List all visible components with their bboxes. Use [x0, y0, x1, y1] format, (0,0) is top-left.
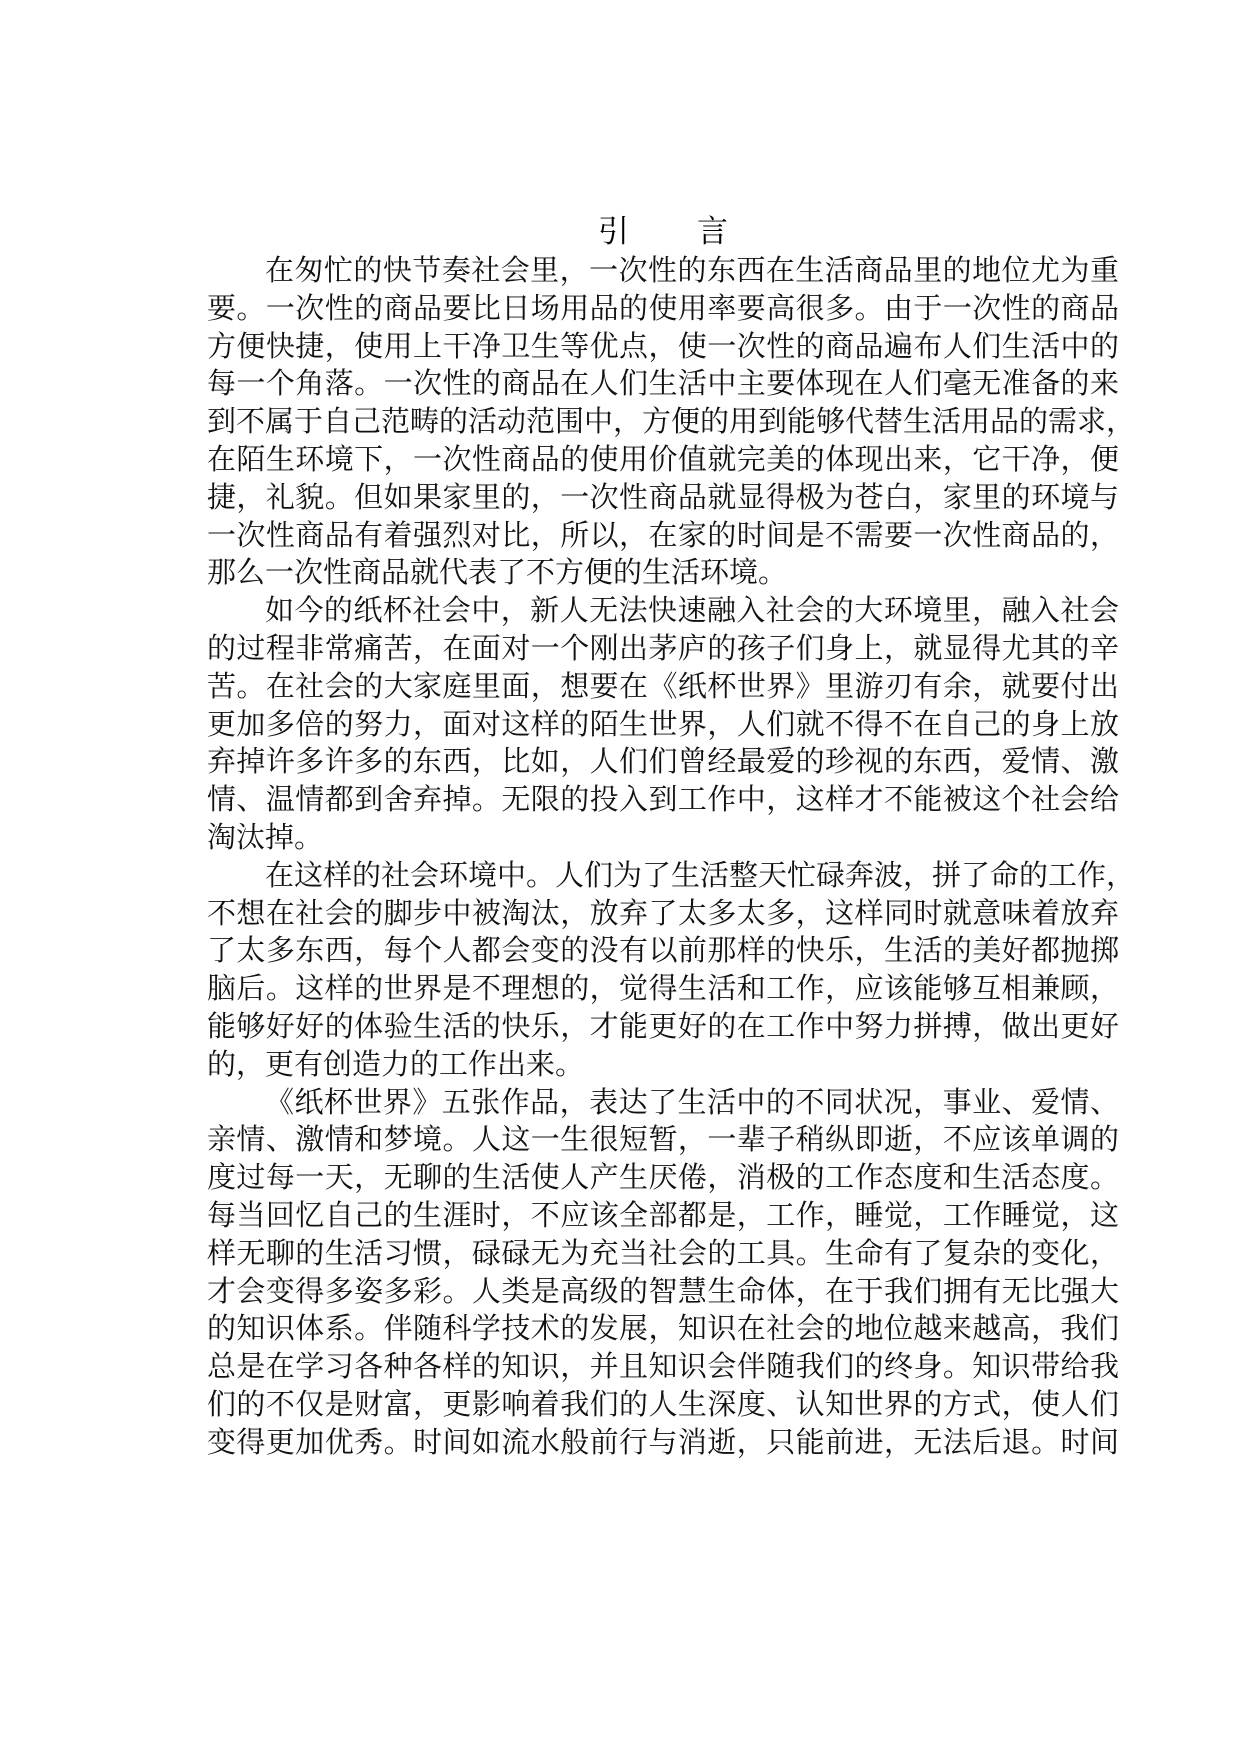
text-line: 《纸杯世界》五张作品，表达了生活中的不同状况，事业、爱情、	[265, 1084, 1119, 1119]
text-line: 方便快捷，使用上干净卫生等优点，使一次性的商品遍布人们生活中的	[207, 328, 1119, 363]
text-line: 才会变得多姿多彩。人类是高级的智慧生命体，在于我们拥有无比强大	[207, 1273, 1119, 1308]
text-line: 在这样的社会环境中。人们为了生活整天忙碌奔波，拼了命的工作，	[265, 857, 1136, 892]
text-line: 每当回忆自己的生涯时，不应该全部都是，工作，睡觉，工作睡觉，这	[207, 1197, 1119, 1232]
text-line: 情、温情都到舍弃掉。无限的投入到工作中，这样才不能被这个社会给	[207, 782, 1119, 817]
text-line: 了太多东西，每个人都会变的没有以前那样的快乐，生活的美好都抛掷	[207, 933, 1119, 968]
text-line: 淘汰掉。	[207, 819, 324, 854]
text-line: 不想在社会的脚步中被淘汰，放弃了太多太多，这样同时就意味着放弃	[207, 895, 1119, 930]
text-line: 总是在学习各种各样的知识，并且知识会伴随我们的终身。知识带给我	[207, 1349, 1119, 1384]
text-line: 捷，礼貌。但如果家里的，一次性商品就显得极为苍白，家里的环境与	[207, 479, 1119, 514]
text-line: 更加多倍的努力，面对这样的陌生世界，人们就不得不在自己的身上放	[207, 706, 1119, 741]
title-char: 引	[598, 214, 629, 250]
text-line: 变得更加优秀。时间如流水般前行与消逝，只能前进，无法后退。时间	[207, 1424, 1119, 1459]
text-line: 的知识体系。伴随科学技术的发展，知识在社会的地位越来越高，我们	[207, 1311, 1119, 1346]
text-line: 亲情、激情和梦境。人这一生很短暂，一辈子稍纵即逝，不应该单调的	[207, 1122, 1119, 1157]
paragraph	[207, 252, 1136, 592]
text-line: 每一个角落。一次性的商品在人们生活中主要体现在人们毫无准备的来	[207, 366, 1119, 401]
title-char: 言	[697, 214, 728, 250]
text-line: 在陌生环境下，一次性商品的使用价值就完美的体现出来，它干净，便	[207, 441, 1119, 476]
text-line: 的，更有创造力的工作出来。	[207, 1046, 585, 1081]
document-page	[207, 212, 1136, 1462]
text-line: 在匆忙的快节奏社会里，一次性的东西在生活商品里的地位尤为重	[265, 253, 1119, 287]
text-line: 一次性商品有着强烈对比，所以，在家的时间是不需要一次性商品的，	[207, 517, 1119, 552]
text-line: 如今的纸杯社会中，新人无法快速融入社会的大环境里，融入社会	[265, 593, 1119, 628]
paragraph	[207, 857, 1136, 1084]
section-title	[207, 212, 1119, 252]
text-line: 样无聊的生活习惯，碌碌无为充当社会的工具。生命有了复杂的变化，	[207, 1235, 1119, 1270]
text-line: 到不属于自己范畴的活动范围中，方便的用到能够代替生活用品的需求，	[207, 404, 1136, 439]
text-line: 苦。在社会的大家庭里面，想要在《纸杯世界》里游刃有余，就要付出	[207, 668, 1119, 703]
text-line: 能够好好的体验生活的快乐，才能更好的在工作中努力拼搏，做出更好	[207, 1008, 1119, 1043]
paragraph	[207, 592, 1119, 857]
text-line: 们的不仅是财富，更影响着我们的人生深度、认知世界的方式，使人们	[207, 1386, 1119, 1421]
text-line: 脑后。这样的世界是不理想的，觉得生活和工作，应该能够互相兼顾，	[207, 971, 1119, 1006]
document-body	[207, 252, 1136, 1462]
paragraph	[207, 1084, 1119, 1462]
text-line: 那么一次性商品就代表了不方便的生活环境。	[207, 555, 788, 590]
text-line: 的过程非常痛苦，在面对一个刚出茅庐的孩子们身上，就显得尤其的辛	[207, 630, 1119, 665]
text-line: 弃掉许多许多的东西，比如，人们们曾经最爱的珍视的东西，爱情、激	[207, 744, 1119, 779]
text-line: 要。一次性的商品要比日场用品的使用率要高很多。由于一次性的商品	[207, 290, 1119, 325]
text-line: 度过每一天，无聊的生活使人产生厌倦，消极的工作态度和生活态度。	[207, 1160, 1119, 1195]
